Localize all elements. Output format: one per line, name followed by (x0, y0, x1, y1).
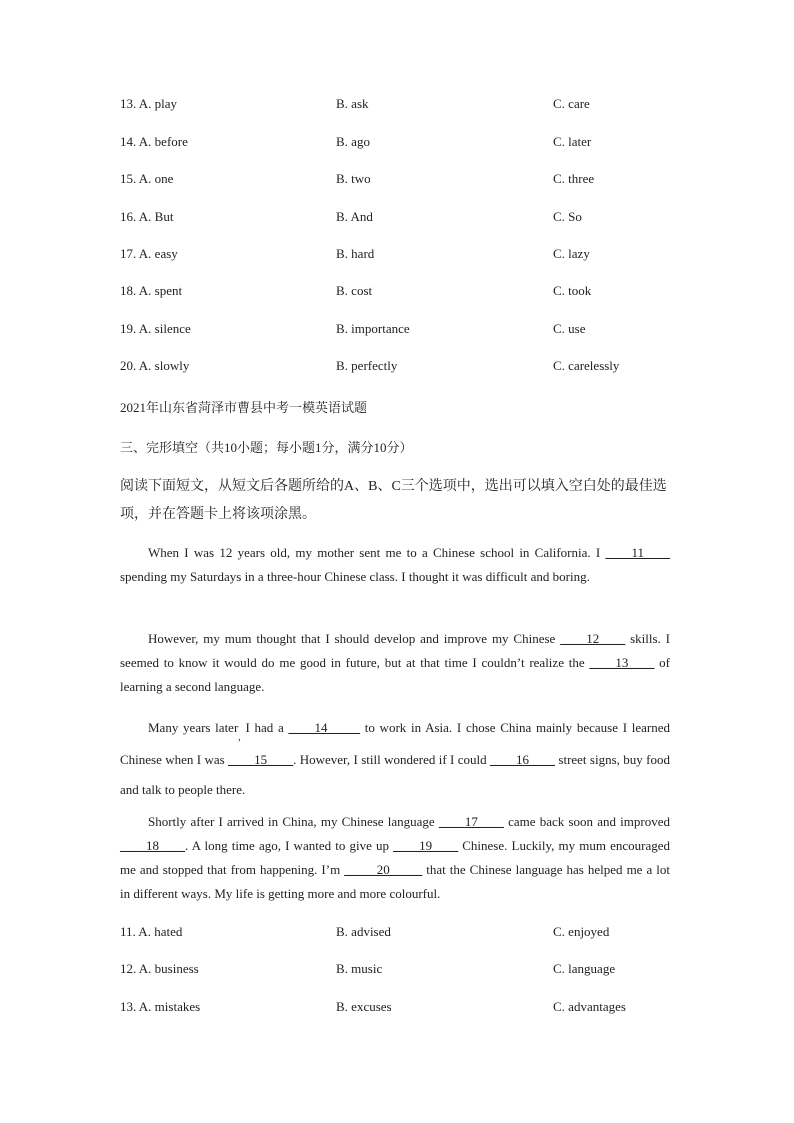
option-b: B. excuses (336, 999, 392, 1014)
passage-text: skills. I seemed to know it would do me good in future, but at that time I couldn’t realize the (120, 631, 670, 670)
blank-15: ____15____ (228, 752, 294, 767)
option-b: B. importance (336, 321, 410, 336)
option-row-11 (120, 924, 680, 946)
option-b: B. ago (336, 134, 370, 149)
option-b: B. And (336, 209, 373, 224)
passage-text: to work in Asia. I chose China mainly because I learned Chinese when I was (120, 720, 670, 767)
option-c: C. care (553, 96, 590, 111)
blank-13: ____13____ (589, 655, 655, 670)
passage-text: . A long time ago, I wanted to give up (185, 838, 394, 853)
passage-text: However, my mum thought that I should develop and improve my Chinese (148, 631, 561, 646)
option-c: C. three (553, 171, 595, 186)
passage-text: When I was 12 years old, my mother sent me to a Chinese school in California. I (148, 545, 606, 560)
option-b: B. music (336, 961, 383, 976)
option-row-18 (120, 283, 680, 305)
exam-title: 2021年山东省菏泽市曹县中考一模英语试题 (120, 400, 368, 415)
instructions: 阅读下面短文，从短文后各题所给的A、B、C三个选项中，选出可以填入空白处的最佳选项，并在答题卡上将该项涂黑。 (120, 479, 667, 522)
blank-12: ____12____ (560, 631, 626, 646)
option-c: C. language (553, 961, 616, 976)
passage-text: street signs, buy food and talk to people there. (120, 752, 670, 797)
option-row-12 (120, 961, 680, 983)
passage-text: . However, I still wondered if I could (293, 752, 491, 767)
option-b: B. cost (336, 283, 373, 298)
passage-text: Shortly after I arrived in China, my Chinese language (148, 814, 439, 829)
option-a: 14. A. before (120, 134, 188, 149)
blank-14: ____14_____ (288, 720, 361, 735)
option-a: 13. A. mistakes (120, 999, 201, 1014)
passage-text: that the Chinese language has helped me a lot in different ways. My life is getting more and more colourful. (120, 862, 670, 901)
option-c: C. So (553, 209, 582, 224)
option-c: C. carelessly (553, 358, 620, 373)
option-a: 11. A. hated (120, 924, 183, 939)
blank-19: ____19____ (393, 838, 459, 853)
option-c: C. enjoyed (553, 924, 610, 939)
blank-18: ____18____ (120, 838, 185, 853)
option-c: C. use (553, 321, 586, 336)
option-b: B. ask (336, 96, 369, 111)
passage-text: spending my Saturdays in a three-hour Chinese class. I thought it was difficult and boring. (120, 569, 590, 584)
blank-17: ____17____ (438, 814, 504, 829)
option-c: C. lazy (553, 246, 590, 261)
option-b: B. hard (336, 246, 375, 261)
option-row-13b (120, 999, 680, 1021)
option-row-19 (120, 321, 680, 343)
blank-16: ____16____ (490, 752, 556, 767)
passage-text: of learning a second language. (120, 655, 670, 694)
blank-20: _____20_____ (344, 862, 423, 877)
option-c: C. took (553, 283, 592, 298)
option-a: 17. A. easy (120, 246, 178, 261)
option-c: C. advantages (553, 999, 626, 1014)
blank-11: ____11____ (605, 545, 670, 560)
passage-text: came back soon and improved (503, 814, 670, 829)
passage-text: Chinese. Luckily, my mum encouraged me and stopped that from happening. I’m (120, 838, 670, 877)
stray-comma: , (238, 732, 241, 743)
passage-text: Many years later (148, 720, 239, 735)
option-a: 13. A. play (120, 96, 178, 111)
option-c: C. later (553, 134, 592, 149)
option-a: 12. A. business (120, 961, 199, 976)
option-b: B. advised (336, 924, 391, 939)
option-row-13 (120, 96, 680, 118)
passage-paragraph-2 (120, 627, 670, 699)
option-row-17 (120, 246, 680, 268)
option-row-14 (120, 134, 680, 156)
option-row-20 (120, 358, 680, 380)
option-a: 18. A. spent (120, 283, 183, 298)
option-a: 20. A. slowly (120, 358, 190, 373)
option-a: 15. A. one (120, 171, 174, 186)
passage-text: I had a (240, 720, 289, 735)
option-row-15 (120, 171, 680, 193)
passage-paragraph-1 (120, 541, 670, 589)
option-row-16 (120, 209, 680, 231)
section-title: 三、完形填空（共10小题；每小题1分，满分10分） (120, 440, 413, 455)
passage-paragraph-3 (120, 713, 670, 805)
passage-paragraph-4 (120, 810, 670, 906)
option-a: 16. A. But (120, 209, 174, 224)
option-b: B. two (336, 171, 371, 186)
option-a: 19. A. silence (120, 321, 191, 336)
option-b: B. perfectly (336, 358, 398, 373)
